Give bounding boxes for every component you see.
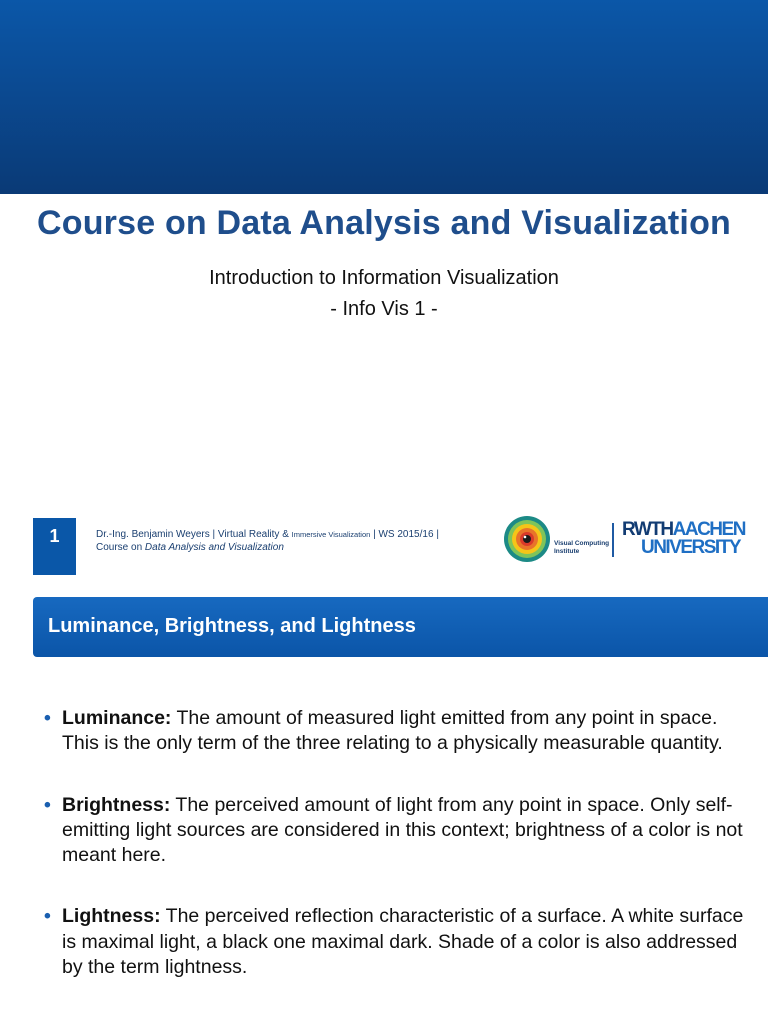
bullet-item-luminance bbox=[44, 706, 744, 757]
bullet-dot-icon: • bbox=[44, 793, 51, 816]
subtitle-line-1: Introduction to Information Visualization bbox=[209, 267, 559, 289]
subtitle-line-2: - Info Vis 1 - bbox=[330, 298, 438, 320]
footer-line-1 bbox=[96, 528, 439, 541]
vci-label-line-1: Visual Computing bbox=[554, 540, 610, 547]
bullet-text: The amount of measured light emitted from any point in space. This is the only term of the three relating to a physically measurable quantity. bbox=[62, 707, 723, 755]
logo-divider bbox=[612, 523, 614, 557]
rwth-logo-aachen: AACHEN bbox=[672, 519, 745, 540]
section-title: Luminance, Brightness, and Lightness bbox=[48, 615, 416, 637]
footer-course-name: Data Analysis and Visualization bbox=[144, 542, 284, 553]
bullet-item-lightness bbox=[44, 904, 744, 980]
vci-eye-logo-icon bbox=[503, 515, 551, 563]
slide-footer bbox=[96, 528, 439, 554]
rwth-logo-rwth: RWTH bbox=[622, 519, 673, 540]
footer-separator: | bbox=[212, 529, 216, 540]
bullet-list bbox=[44, 706, 744, 1016]
footer-dept-suffix: Immersive Visualization bbox=[291, 530, 371, 539]
footer-separator: | bbox=[436, 529, 439, 540]
bullet-term: Lightness: bbox=[62, 905, 161, 928]
vci-logo-label bbox=[554, 540, 609, 556]
bullet-term: Brightness: bbox=[62, 793, 171, 816]
bullet-text: The perceived amount of light from any point in space. Only self-emitting light sources are considered in this context; brightness of a color is not meant here. bbox=[62, 793, 743, 867]
footer-author: Dr.-Ing. Benjamin Weyers bbox=[96, 529, 210, 540]
footer-term: WS 2015/16 bbox=[378, 529, 434, 540]
footer-course-prefix: Course on bbox=[96, 542, 143, 553]
footer-separator: | bbox=[373, 529, 376, 540]
bullet-dot-icon: • bbox=[44, 707, 51, 729]
bullet-dot-icon: • bbox=[44, 905, 51, 928]
lecture-subtitle bbox=[0, 263, 768, 325]
rwth-aachen-logo bbox=[622, 519, 745, 558]
footer-dept-prefix: Virtual Reality & bbox=[217, 529, 289, 540]
bullet-term: Luminance: bbox=[62, 707, 172, 729]
vci-label-line-2: Institute bbox=[554, 548, 580, 555]
section-header-bar bbox=[33, 597, 768, 657]
bullet-text: The perceived reflection characteristic of a surface. A white surface is maximal light, a black one maximal dark. Shade of a color is also addressed by the term lightness. bbox=[62, 905, 744, 979]
footer-line-2 bbox=[96, 541, 439, 554]
page-number: 1 bbox=[33, 518, 76, 575]
course-title: Course on Data Analysis and Visualization bbox=[36, 204, 732, 242]
header-banner bbox=[0, 0, 768, 194]
rwth-logo-university: UNIVERSITY bbox=[640, 537, 740, 558]
bullet-item-brightness bbox=[44, 793, 744, 869]
